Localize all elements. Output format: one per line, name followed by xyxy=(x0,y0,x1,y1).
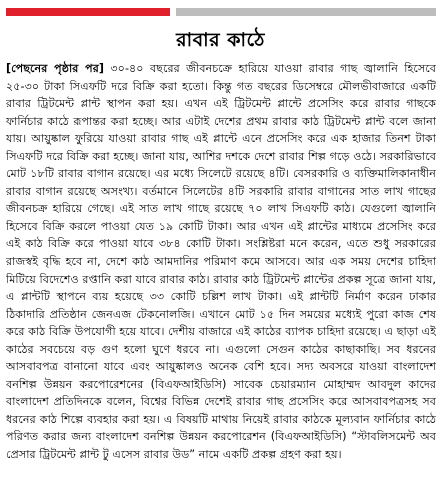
article-text: ৩০-৪০ বছরের জীবনচক্রে হারিয়ে যাওয়া রাবার গাছ জ্বালানি হিসেবে ২৫-৩০ টাকা সিএফটি দরে বিক্রি করা হতো। কিন্তু গত বছরের ডিসেম্বরে মৌলভীবাজারে একটি রাবার ট্রিটমেন্ট প্লান্ট স্থাপন করা হয়। এখন এই ট্রিটমেন্ট প্লান্টে প্রসেসিং করে রাবার গাছকে ফার্নিচার কাঠে রূপান্তর করা হচ্ছে। আর এটাই দেশের প্রথম রাবার কাঠ ট্রিটমেন্ট প্লান্ট বলে জানা যায়। আয়ুষ্কাল ফুরিয়ে যাওয়া রাবার গাছ এই প্লান্টে এনে প্রসেসিং করে এক হাজার তিনশ টাকা সিএফটি দরে বিক্রি করা হচ্ছে। জানা যায়, আশির দশকে দেশে রাবার শিল্প গড়ে ওঠে। সরকারিভাবে মোট ১৮টি রাবার বাগান রয়েছে। এর মধ্যে সিলেটে রয়েছে ৪টি। বেসরকারি ও ব্যক্তিমালিকানাধীন রাবার বাগান রয়েছে অসংখ্য। বর্তমানে সিলেটের ৪টি সরকারি রাবার বাগানের সাত লাখ গাছের জীবনচক্র হারিয়ে গেছে। এই সাত লাখ গাছে রয়েছে ৭০ লাখ সিএফটি কাঠ। যেগুলো জ্বালানি হিসেবে বিক্রি করলে পাওয়া যেত ১৯ কোটি টাকা। আর এখন এই প্লান্টের মাধ্যমে প্রসেসিং করে এই কাঠ বিক্রি করে পাওয়া যাবে ৩৮৪ কোটি টাকা। সংশ্লিষ্টরা মনে করেন, এতে শুধু সরকারের রাজস্বই বৃদ্ধি হবে না, দেশে কাঠ আমদানির পরিমাণ কমে আসবে। আর এক সময় দেশের চাহিদা মিটিয়ে বিদেশেও রপ্তানি করা যাবে রাবার কাঠ। রাবার কাঠ ট্রিটমেন্ট প্লান্টের প্রকল্প সূত্রে জানা যায়, এ প্লান্টটি স্থাপনে ব্যয় হয়েছে ৩৩ কোটি চল্লিশ লাখ টাকা। এই প্লান্টটি নির্মাণ করেন ঢাকার ঠিকাদারি প্রতিষ্ঠান জেনএজ টেকনোলজি। এখানে মোট ১৫ দিন সময়ের মধ্যেই পুরো কাজ শেষ করে কাঠ বিক্রি উপযোগী হয়ে যাবে। দেশীয় বাজারে এই কাঠের ব্যাপক চাহিদা রয়েছে। এ ছাড়া এই কাঠের সবচেয়ে বড় গুণ হলো ঘুণে ধরবে না। এগুলো সেগুন কাঠের কাছাকাছি। সব ধরনের আসবাবপত্র বানানো যাবে এবং আয়ুষ্কালও অনেক বেশি হবে। সদ্য অবসরে যাওয়া বাংলাদেশ বনশিল্প উন্নয়ন করপোরেশনের (বিএফআইডিসি) সাবেক চেয়ারম্যান মোহাম্মদ আবদুল কাদের বাংলাদেশ প্রতিদিনকে বলেন, বিশ্বের বিভিন্ন দেশেই রাবার গাছ প্রসেসিং করে আসবাবপত্রসহ সব ধরনের কাঠ শিল্পে ব্যবহার করা হয়। এ বিষয়টি মাথায় নিয়েই রাবার কাঠকে মূল্যবান ফার্নিচার কাঠে পরিণত করার জন্য বাংলাদেশ বনশিল্প উন্নয়ন করপোরেশন (বিএফআইডিসি) “স্টাবলিসমেন্ট অব প্রেসার ট্রিটমেন্ট প্লান্ট টু এসেস রাবার উড” নামে একটি প্রকল্প গ্রহণ করা হয়। xyxy=(6,62,436,462)
article-headline: রাবার কাঠে xyxy=(176,29,265,51)
secondary-rule xyxy=(176,8,436,16)
continued-from-label: [পেছনের পৃষ্ঠার পর] xyxy=(6,62,104,75)
article-body xyxy=(6,60,436,482)
accent-rule xyxy=(6,8,170,16)
